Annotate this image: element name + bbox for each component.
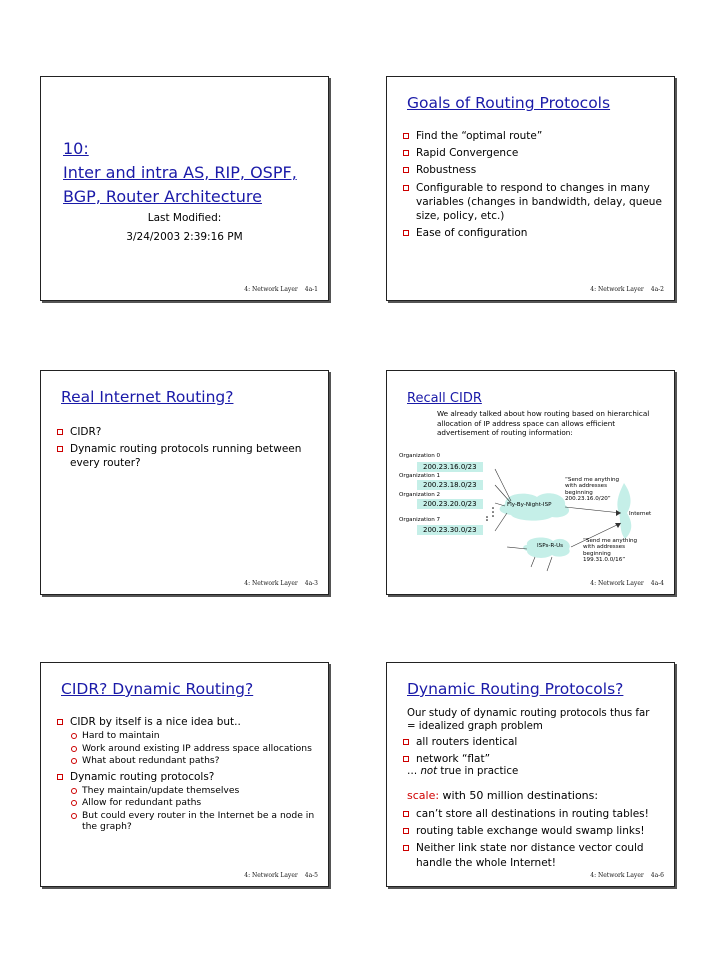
bullet-item: Rapid Convergence: [401, 146, 663, 160]
slide-6-bullets-2: [401, 807, 663, 873]
slide-2-title: Goals of Routing Protocols: [407, 94, 611, 112]
slide-4: [386, 370, 675, 595]
scale-word: scale:: [407, 789, 440, 802]
link-isps-r-us-down: [547, 557, 552, 571]
org2-net: 200.23.20.0/23: [417, 499, 483, 509]
org0-net: 200.23.16.0/23: [417, 462, 483, 472]
advertisement-2-line: beginning: [583, 550, 611, 557]
slide-6-title: Dynamic Routing Protocols?: [407, 680, 624, 698]
bullet-item: routing table exchange would swamp links!: [401, 824, 663, 838]
slide-1: [40, 76, 329, 301]
slide-6-intro: Our study of dynamic routing protocols thus far = idealized graph problem: [407, 708, 650, 733]
bullet-text: Dynamic routing protocols?: [70, 770, 215, 783]
footer-label: 4: Network Layer: [590, 872, 644, 879]
link-isp-internet: [565, 507, 621, 513]
footer-label: 4: Network Layer: [244, 286, 298, 293]
slide-4-title: Recall CIDR: [407, 391, 482, 406]
ellipsis-dot: [492, 515, 494, 517]
slide-footer: [244, 872, 318, 879]
page-number: 4a-3: [304, 580, 318, 587]
bullet-item: all routers identical: [401, 735, 663, 749]
advertisement-1-line: with addresses: [565, 483, 607, 490]
page-number: 4a-2: [650, 286, 664, 293]
cidr-intro-text: We already talked about how routing based on hierarchical allocation of IP address space can allows efficient advertisement of routing information:: [437, 409, 650, 438]
bullet-item: Find the “optimal route”: [401, 129, 663, 143]
ellipsis-dot: [486, 519, 488, 521]
bullet-item: network “flat”: [401, 752, 663, 766]
sub-bullet-item: They maintain/update themselves: [70, 785, 317, 797]
footer-label: 4: Network Layer: [590, 580, 644, 587]
bullet-item: CIDR?: [55, 425, 317, 439]
slide-1-title-line-2: Inter and intra AS, RIP, OSPF,: [63, 163, 297, 182]
footer-label: 4: Network Layer: [244, 580, 298, 587]
link-org0: [495, 469, 511, 501]
link-org1: [495, 485, 511, 503]
footer-label: 4: Network Layer: [590, 286, 644, 293]
sub-bullets: [70, 785, 317, 833]
bullet-item: Dynamic routing protocols running between every router?: [55, 442, 317, 470]
page-number: 4a-6: [650, 872, 664, 879]
slide-5-bullets: [55, 715, 317, 836]
modified-label: Last Modified:: [147, 212, 222, 224]
advertisement-1-line: “Send me anything: [565, 477, 620, 483]
slide-3-title: Real Internet Routing?: [61, 388, 234, 406]
not-prefix: …: [407, 766, 421, 777]
slide-2-bullets: [401, 129, 663, 243]
sub-bullet-item: Work around existing IP address space allocations: [70, 743, 317, 755]
org1-net: 200.23.18.0/23: [417, 480, 483, 490]
not-true-line: [407, 765, 518, 778]
slide-5: [40, 662, 329, 887]
not-word: not: [420, 766, 438, 777]
sub-bullet-item: Allow for redundant paths: [70, 797, 317, 809]
advertisement-2-line: with addresses: [583, 544, 625, 551]
slide-footer: [590, 580, 664, 587]
org7-label: Organization 7: [399, 517, 441, 523]
slide-footer: [590, 872, 664, 879]
isps-r-us-label: ISPs-R-Us: [537, 543, 564, 549]
bullet-text: CIDR by itself is a nice idea but..: [70, 716, 241, 728]
org0-label: Organization 0: [399, 453, 441, 459]
org7-net: 200.23.30.0/23: [417, 525, 483, 535]
not-suffix: true in practice: [437, 766, 519, 777]
bullet-item: Robustness: [401, 163, 663, 177]
internet-label: Internet: [629, 511, 652, 517]
slide-footer: [244, 580, 318, 587]
ellipsis-dot: [492, 511, 494, 513]
advertisement-2-line: 199.31.0.0/16”: [583, 557, 626, 564]
advertisement-1: [565, 477, 619, 503]
ellipsis-dot: [492, 507, 494, 509]
slide-3-bullets: [55, 425, 317, 474]
sub-bullets: [70, 730, 317, 767]
advertisement-1-line: beginning: [565, 489, 593, 496]
bullet-item: can’t store all destinations in routing tables!: [401, 807, 663, 821]
link-org7: [495, 513, 507, 531]
bullet-item: [55, 770, 317, 833]
page-number: 4a-1: [304, 286, 318, 293]
sub-bullet-item: But could every router in the Internet be a node in the graph?: [70, 810, 317, 833]
scale-rest: with 50 million destinations:: [439, 789, 599, 802]
slide-3: [40, 370, 329, 595]
slide-footer: [590, 286, 664, 293]
slide-6: [386, 662, 675, 887]
bullet-item: Configurable to respond to changes in many variables (changes in bandwidth, delay, queue size, policy, etc.): [401, 181, 663, 224]
scale-line: [407, 789, 598, 803]
fly-by-night-isp-label: Fly-By-Night-ISP: [507, 502, 552, 508]
bullet-item: [55, 715, 317, 767]
page-number: 4a-5: [304, 872, 318, 879]
advertisement-2-line: “Send me anything: [583, 538, 638, 544]
org2-label: Organization 2: [399, 492, 441, 498]
sub-bullet-item: What about redundant paths?: [70, 755, 317, 767]
bullet-item: Ease of configuration: [401, 226, 663, 240]
footer-label: 4: Network Layer: [244, 872, 298, 879]
advertisement-1-line: 200.23.16.0/20”: [565, 496, 611, 503]
bullet-item: Neither link state nor distance vector could handle the whole Internet!: [401, 841, 663, 869]
page-number: 4a-4: [650, 580, 664, 587]
modified-date: 3/24/2003 2:39:16 PM: [126, 231, 243, 243]
link-org2: [495, 503, 505, 506]
slide-footer: [244, 286, 318, 293]
slide-1-title-line-1: 10:: [63, 139, 89, 158]
sub-bullet-item: Hard to maintain: [70, 730, 317, 742]
slide-2: [386, 76, 675, 301]
ellipsis-dot: [486, 516, 488, 518]
link-isps-r-us-down: [531, 557, 535, 567]
org1-label: Organization 1: [399, 473, 441, 479]
slide-1-title-line-3: BGP, Router Architecture: [63, 187, 262, 206]
advertisement-2: [583, 538, 637, 564]
slide-5-title: CIDR? Dynamic Routing?: [61, 680, 254, 698]
